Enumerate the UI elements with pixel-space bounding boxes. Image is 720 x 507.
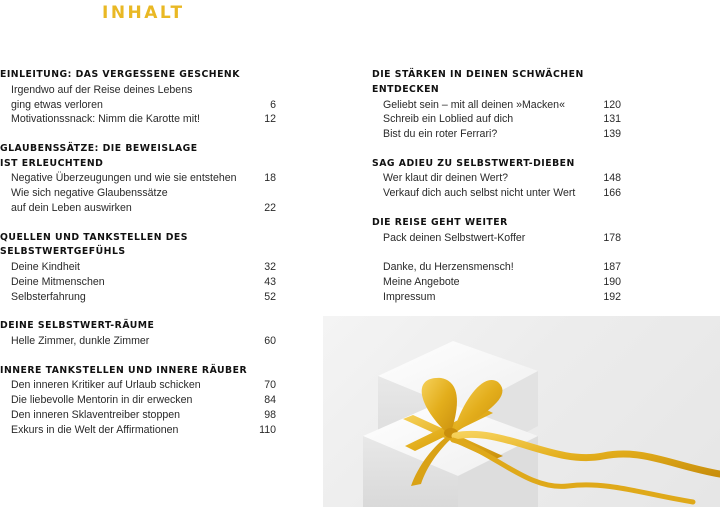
entry-title: Geliebt sein – mit all deinen »Macken« [383,98,565,111]
section-heading: DEINE SELBSTWERT-RÄUME [0,320,155,332]
toc-entry [0,393,276,408]
toc-entry [0,260,276,275]
entry-page-number: 43 [264,275,276,288]
entry-page-number: 139 [603,128,621,141]
toc-right-column [372,68,621,319]
toc-section [372,216,621,305]
entry-title: Bist du ein roter Ferrari? [383,128,498,141]
toc-entry [0,201,276,216]
entry-title: Den inneren Sklaventreiber stoppen [11,408,181,421]
section-heading: INNERE TANKSTELLEN UND INNERE RÄUBER [0,364,248,376]
toc-entry [372,275,621,290]
entry-page-number: 120 [603,98,621,111]
entry-title: Impressum [383,290,436,303]
entry-title: Pack deinen Selbstwert-Koffer [383,231,526,244]
entry-title: Helle Zimmer, dunkle Zimmer [11,335,150,348]
toc-left-column [0,68,276,452]
entry-title: Meine Angebote [383,275,460,288]
entry-title: auf dein Leben auswirken [11,202,132,215]
toc-entry [372,290,621,305]
entry-title: Danke, du Herzensmensch! [383,261,514,274]
page-title: INHALT [102,3,185,23]
toc-entry [372,186,621,201]
toc-entry [372,127,621,142]
entry-title: Exkurs in die Welt der Affirmationen [11,423,179,436]
toc-section [0,364,276,438]
entry-page-number: 131 [603,113,621,126]
toc-section [0,319,276,349]
entry-title: Die liebevolle Mentorin in dir erwecken [11,394,193,407]
entry-page-number: 98 [264,408,276,421]
toc-entry [0,171,276,186]
entry-title: Wer klaut dir deinen Wert? [383,172,509,185]
toc-entry [0,83,276,98]
entry-page-number: 32 [264,261,276,274]
section-heading: SELBSTWERTGEFÜHLS [0,246,126,258]
entry-title: Irgendwo auf der Reise deines Lebens [11,83,193,96]
toc-section [372,157,621,201]
toc-entry [372,112,621,127]
entry-page-number: 18 [264,172,276,185]
section-heading: GLAUBENSSÄTZE: DIE BEWEISLAGE [0,142,198,154]
entry-spacer [372,245,621,260]
toc-entry [0,275,276,290]
gift-box-photo [323,316,720,507]
entry-title: Motivationssnack: Nimm die Karotte mit! [11,113,200,126]
entry-title: Schreib ein Loblied auf dich [383,113,514,126]
toc-entry [372,98,621,113]
entry-page-number: 6 [270,98,276,111]
entry-title: Deine Kindheit [11,261,80,274]
entry-title: Deine Mitmenschen [11,275,105,288]
entry-page-number: 192 [603,290,621,303]
toc-entry [372,260,621,275]
entry-page-number: 12 [264,113,276,126]
section-heading: EINLEITUNG: DAS VERGESSENE GESCHENK [0,69,240,80]
toc-entry [0,423,276,438]
entry-title: Negative Überzeugungen und wie sie entstehen [11,172,237,185]
section-heading: SAG ADIEU ZU SELBSTWERT-DIEBEN [372,157,575,169]
entry-page-number: 70 [264,379,276,392]
toc-entry [0,98,276,113]
entry-page-number: 166 [603,187,621,200]
entry-page-number: 178 [603,231,621,244]
entry-title: Verkauf dich auch selbst nicht unter Wert [383,187,576,200]
entry-page-number: 190 [603,275,621,288]
toc-entry [372,231,621,246]
toc-section [0,231,276,305]
entry-page-number: 60 [264,335,276,348]
toc-section [0,142,276,216]
entry-title: ging etwas verloren [11,98,103,111]
section-heading: IST ERLEUCHTEND [0,157,104,169]
section-heading: QUELLEN UND TANKSTELLEN DES [0,231,188,243]
entry-page-number: 110 [259,423,276,436]
entry-page-number: 187 [603,261,621,274]
toc-section [372,68,621,142]
section-heading: DIE STÄRKEN IN DEINEN SCHWÄCHEN ENTDECKEN [372,69,584,95]
section-heading: DIE REISE GEHT WEITER [372,216,508,228]
entry-title: Den inneren Kritiker auf Urlaub schicken [11,379,201,392]
entry-title: Wie sich negative Glaubenssätze [11,187,168,200]
entry-page-number: 84 [264,394,276,407]
entry-page-number: 22 [264,202,276,215]
toc-entry [0,334,276,349]
toc-entry [0,112,276,127]
toc-entry [372,171,621,186]
entry-title: Selbsterfahrung [11,290,86,303]
entry-page-number: 52 [264,290,276,303]
entry-page-number: 148 [603,172,621,185]
toc-entry [0,290,276,305]
toc-entry [0,186,276,201]
toc-entry [0,378,276,393]
toc-section [0,68,276,127]
toc-entry [0,408,276,423]
